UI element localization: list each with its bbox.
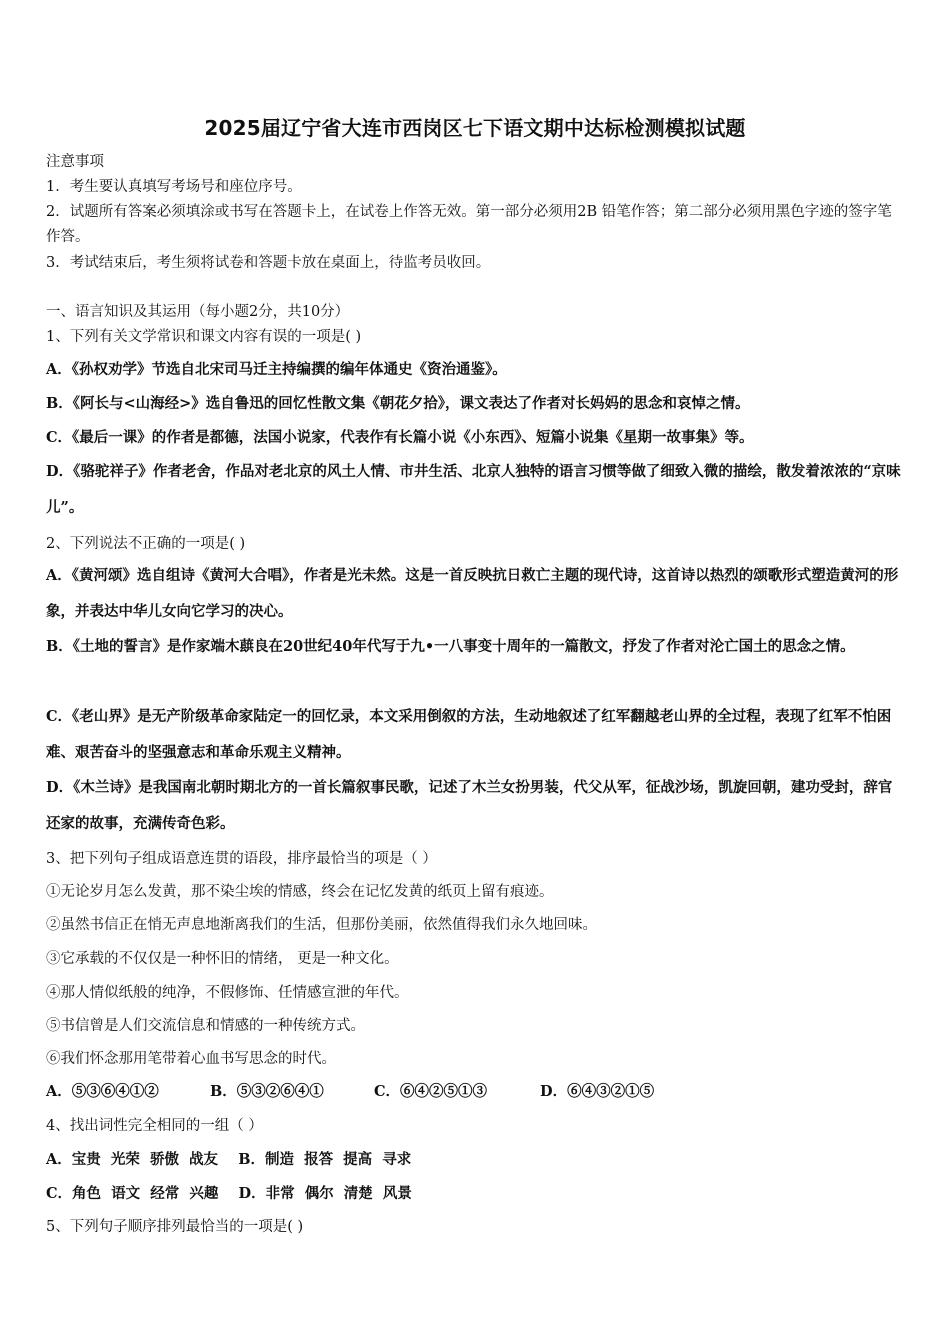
q4-options-row-2: C．角色 语文 经常 兴趣 D．非常 偶尔 清楚 风景 bbox=[46, 1185, 412, 1202]
q3-option-d: D．⑥④③②①⑤ bbox=[540, 1083, 655, 1100]
q3-sentence-4: ④那人情似纸般的纯净，不假修饰、任情感宣泄的年代。 bbox=[46, 985, 409, 1001]
q3-stem: 3、把下列句子组成语意连贯的语段，排序最恰当的项是（ ） bbox=[46, 851, 437, 867]
q2-option-a: A．《黄河颂》选自组诗《黄河大合唱》，作者是光未然。这是一首反映抗日救亡主题的现代诗，这首诗以热烈的颂歌形式塑造黄河的形象，并表达中华儿女向它学习的决心。 bbox=[46, 567, 899, 620]
q1-stem: 1、下列有关文学常识和课文内容有误的一项是( ) bbox=[46, 329, 362, 345]
q2-stem: 2、下列说法不正确的一项是( ) bbox=[46, 536, 246, 552]
q1-option-c: C．《最后一课》的作者是都德，法国小说家，代表作有长篇小说《小东西》、短篇小说集《星期一故事集》等。 bbox=[46, 429, 754, 446]
q2-option-c: C．《老山界》是无产阶级革命家陆定一的回忆录，本文采用倒叙的方法，生动地叙述了红军翻越老山界的全过程，表现了红军不怕困难、艰苦奋斗的坚强意志和革命乐观主义精神。 bbox=[46, 708, 892, 761]
q3-sentence-2: ②虽然书信正在悄无声息地渐离我们的生活，但那份美丽，依然值得我们永久地回味。 bbox=[46, 917, 597, 933]
notice-item-1: 1．考生要认真填写考场号和座位序号。 bbox=[46, 179, 302, 195]
q4-options-row-1: A．宝贵 光荣 骄傲 战友 B．制造 报答 提高 寻求 bbox=[46, 1151, 412, 1168]
q1-option-d: D．《骆驼祥子》作者老舍，作品对老北京的风土人情、市井生活、北京人独特的语言习惯等做了细致入微的描绘，散发着浓浓的“京味儿”。 bbox=[46, 463, 901, 516]
q3-option-a: A．⑤③⑥④①② bbox=[46, 1083, 159, 1100]
q3-sentence-6: ⑥我们怀念那用笔带着心血书写思念的时代。 bbox=[46, 1051, 336, 1067]
notice-item-2: 2．试题所有答案必须填涂或书写在答题卡上，在试卷上作答无效。第一部分必须用2B 铅笔作答；第二部分必须用黑色字迹的签字笔作答。 bbox=[46, 204, 892, 245]
q1-option-b: B．《阿长与<山海经>》选自鲁迅的回忆性散文集《朝花夕拾》，课文表达了作者对长妈妈的思念和哀悼之情。 bbox=[46, 395, 750, 412]
q2-option-d: D．《木兰诗》是我国南北朝时期北方的一首长篇叙事民歌，记述了木兰女扮男装，代父从军，征战沙场，凯旋回朝，建功受封，辞官还家的故事，充满传奇色彩。 bbox=[46, 779, 893, 832]
q5-stem: 5、下列句子顺序排列最恰当的一项是( ) bbox=[46, 1219, 304, 1235]
q3-option-b: B．⑤③②⑥④① bbox=[210, 1083, 324, 1100]
q3-sentence-1: ①无论岁月怎么发黄，那不染尘埃的情感，终会在记忆发黄的纸页上留有痕迹。 bbox=[46, 884, 554, 900]
q4-stem: 4、找出词性完全相同的一组（ ） bbox=[46, 1118, 263, 1134]
q3-option-c: C．⑥④②⑤①③ bbox=[374, 1083, 488, 1100]
q3-options bbox=[46, 1082, 906, 1102]
q2-option-b: B．《土地的誓言》是作家端木蕻良在20世纪40年代写于九•一八事变十周年的一篇散文，抒发了作者对沦亡国土的思念之情。 bbox=[46, 638, 855, 655]
q3-sentence-5: ⑤书信曾是人们交流信息和情感的一种传统方式。 bbox=[46, 1018, 365, 1034]
page-title: 2025届辽宁省大连市西岗区七下语文期中达标检测模拟试题 bbox=[204, 116, 746, 140]
q3-sentence-3: ③它承载的不仅仅是一种怀旧的情绪， 更是一种文化。 bbox=[46, 951, 399, 967]
q1-option-a: A．《孙权劝学》节选自北宋司马迁主持编撰的编年体通史《资治通鉴》。 bbox=[46, 361, 507, 378]
notice-heading: 注意事项 bbox=[46, 154, 104, 170]
notice-item-3: 3．考试结束后，考生须将试卷和答题卡放在桌面上，待监考员收回。 bbox=[46, 255, 491, 271]
section1-heading: 一、语言知识及其运用（每小题2分，共10分） bbox=[46, 304, 350, 320]
